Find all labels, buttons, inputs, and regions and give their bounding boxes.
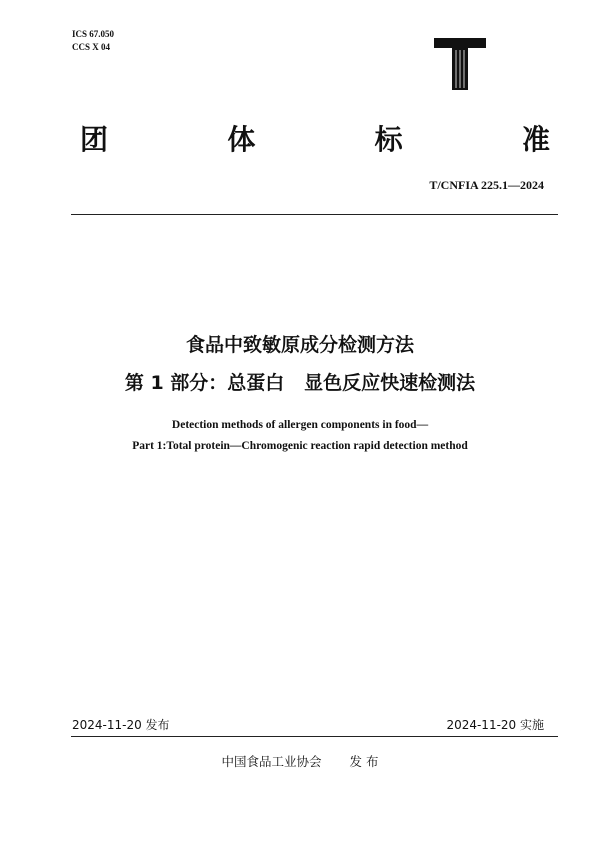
- standard-number: T/CNFIA 225.1—2024: [429, 178, 544, 192]
- publisher-name: 中国食品工业协会: [221, 754, 322, 769]
- top-divider: [71, 214, 558, 215]
- heading-char-1: 团: [80, 123, 109, 156]
- issue-date: 2024-11-20 发布: [72, 718, 170, 732]
- classification-codes: [72, 28, 114, 54]
- heading-char-3: 标: [374, 123, 403, 156]
- standard-category-heading: [80, 118, 550, 158]
- ics-code: ICS 67.050: [72, 29, 115, 39]
- english-title-line-1: Detection methods of allergen components in food—: [171, 419, 429, 431]
- standard-type-letter-logo: [432, 36, 488, 92]
- english-title-line-2: Part 1:Total protein—Chromogenic reaction rapid detection method: [132, 440, 468, 452]
- chinese-title-line-2: 第 1 部分：总蛋白 显色反应快速检测法: [124, 372, 476, 394]
- implementation-date: 2024-11-20 实施: [446, 718, 544, 732]
- bottom-divider: [71, 736, 558, 737]
- ccs-code: CCS X 04: [72, 42, 111, 52]
- heading-char-2: 体: [227, 123, 256, 156]
- publisher-line: [0, 752, 600, 770]
- heading-char-4: 准: [521, 123, 550, 156]
- chinese-title-line-1: 食品中致敏原成分检测方法: [185, 334, 414, 356]
- publish-action: 发 布: [349, 754, 379, 769]
